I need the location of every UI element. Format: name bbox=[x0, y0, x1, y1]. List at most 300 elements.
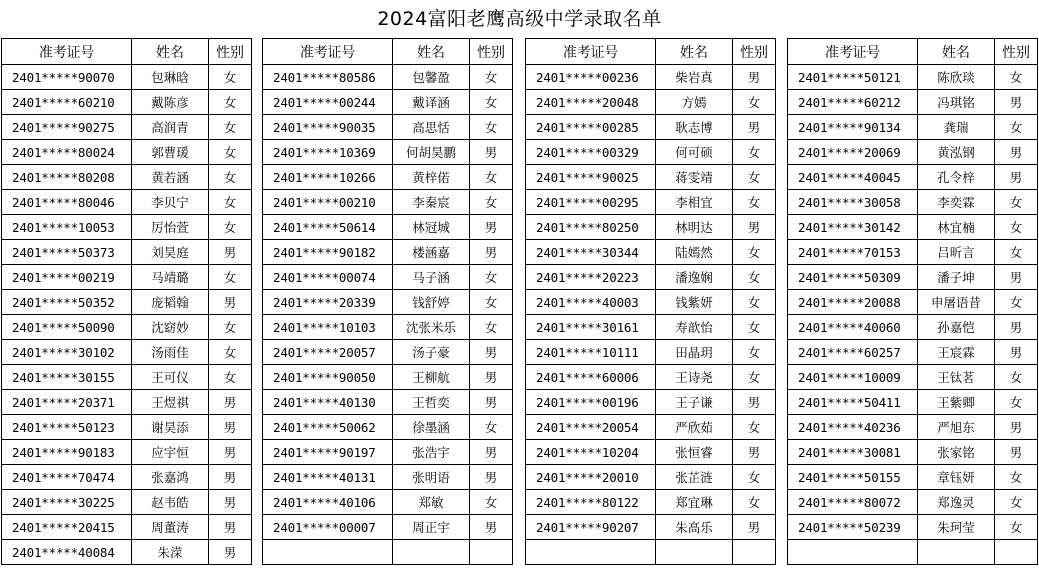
gender-cell: 男 bbox=[209, 390, 252, 415]
exam-id-cell: 2401*****80208 bbox=[2, 165, 132, 190]
gender-cell: 女 bbox=[733, 340, 776, 365]
gender-cell: 女 bbox=[470, 115, 513, 140]
student-name-cell: 郭曹瑗 bbox=[132, 140, 209, 165]
student-name-cell: 何可硕 bbox=[656, 140, 733, 165]
gender-cell: 男 bbox=[209, 415, 252, 440]
table-row bbox=[526, 340, 776, 365]
table-row bbox=[788, 340, 1038, 365]
exam-id-cell: 2401*****80586 bbox=[263, 65, 393, 90]
column-header-gender: 性别 bbox=[995, 39, 1038, 65]
table-row bbox=[526, 440, 776, 465]
student-name-cell: 黄梓偌 bbox=[393, 165, 470, 190]
student-name-cell: 高思恬 bbox=[393, 115, 470, 140]
table-row bbox=[2, 90, 252, 115]
gender-cell: 女 bbox=[995, 240, 1038, 265]
column-header-exam-id: 准考证号 bbox=[263, 39, 393, 65]
student-name-cell: 冯琪铭 bbox=[918, 90, 995, 115]
exam-id-cell: 2401*****30344 bbox=[526, 240, 656, 265]
exam-id-cell: 2401*****40106 bbox=[263, 490, 393, 515]
exam-id-cell: 2401*****90197 bbox=[263, 440, 393, 465]
gender-cell: 男 bbox=[470, 515, 513, 540]
student-name-cell: 林明达 bbox=[656, 215, 733, 240]
student-name-cell: 高润青 bbox=[132, 115, 209, 140]
student-name-cell: 王紫卿 bbox=[918, 390, 995, 415]
gender-cell: 男 bbox=[470, 440, 513, 465]
table-row bbox=[526, 315, 776, 340]
table-row bbox=[788, 465, 1038, 490]
student-name-cell: 何胡昊鹏 bbox=[393, 140, 470, 165]
student-name-cell: 王钛茗 bbox=[918, 365, 995, 390]
table-row bbox=[2, 365, 252, 390]
student-name-cell: 楼涵嘉 bbox=[393, 240, 470, 265]
column-header-gender: 性别 bbox=[733, 39, 776, 65]
gender-cell: 女 bbox=[995, 515, 1038, 540]
student-name-cell: 方嫣 bbox=[656, 90, 733, 115]
exam-id-cell: 2401*****80024 bbox=[2, 140, 132, 165]
exam-id-cell: 2401*****90050 bbox=[263, 365, 393, 390]
table-row bbox=[788, 115, 1038, 140]
table-row bbox=[2, 340, 252, 365]
student-name-cell: 庞韬翰 bbox=[132, 290, 209, 315]
table-row bbox=[2, 140, 252, 165]
table-row bbox=[2, 65, 252, 90]
gender-cell: 女 bbox=[995, 115, 1038, 140]
exam-id-cell: 2401*****70474 bbox=[2, 465, 132, 490]
gender-cell: 男 bbox=[470, 215, 513, 240]
gender-cell: 男 bbox=[209, 240, 252, 265]
table-row bbox=[263, 240, 513, 265]
table-row bbox=[788, 540, 1038, 565]
exam-id-cell: 2401*****90070 bbox=[2, 65, 132, 90]
gender-cell: 女 bbox=[733, 490, 776, 515]
gender-cell: 女 bbox=[995, 490, 1038, 515]
gender-cell: 女 bbox=[209, 365, 252, 390]
gender-cell: 女 bbox=[470, 190, 513, 215]
gender-cell: 女 bbox=[995, 465, 1038, 490]
gender-cell: 女 bbox=[995, 65, 1038, 90]
gender-cell: 男 bbox=[733, 440, 776, 465]
student-name-cell: 申屠语昔 bbox=[918, 290, 995, 315]
student-name-cell bbox=[918, 540, 995, 565]
table-row bbox=[263, 65, 513, 90]
gender-cell: 男 bbox=[995, 265, 1038, 290]
table-row bbox=[2, 440, 252, 465]
student-name-cell: 陆嫣然 bbox=[656, 240, 733, 265]
exam-id-cell: 2401*****40131 bbox=[263, 465, 393, 490]
student-name-cell: 郑宜琳 bbox=[656, 490, 733, 515]
student-name-cell: 吕昕言 bbox=[918, 240, 995, 265]
student-name-cell: 陈欣琰 bbox=[918, 65, 995, 90]
student-name-cell: 张明语 bbox=[393, 465, 470, 490]
student-name-cell: 应宇恒 bbox=[132, 440, 209, 465]
table-row bbox=[526, 390, 776, 415]
column-header-gender: 性别 bbox=[470, 39, 513, 65]
column-header-name: 姓名 bbox=[393, 39, 470, 65]
student-name-cell: 张家铭 bbox=[918, 440, 995, 465]
table-row bbox=[526, 465, 776, 490]
gender-cell: 女 bbox=[995, 390, 1038, 415]
exam-id-cell: 2401*****20054 bbox=[526, 415, 656, 440]
exam-id-cell: 2401*****10103 bbox=[263, 315, 393, 340]
exam-id-cell: 2401*****90035 bbox=[263, 115, 393, 140]
student-name-cell: 周正宇 bbox=[393, 515, 470, 540]
table-row bbox=[788, 165, 1038, 190]
column-header-gender: 性别 bbox=[209, 39, 252, 65]
gender-cell: 男 bbox=[733, 390, 776, 415]
student-name-cell: 钱紫妍 bbox=[656, 290, 733, 315]
student-name-cell: 耿志博 bbox=[656, 115, 733, 140]
gender-cell: 女 bbox=[995, 215, 1038, 240]
exam-id-cell: 2401*****50411 bbox=[788, 390, 918, 415]
gender-cell: 女 bbox=[733, 365, 776, 390]
student-name-cell: 刘昊庭 bbox=[132, 240, 209, 265]
table-row bbox=[788, 290, 1038, 315]
gender-cell: 男 bbox=[995, 140, 1038, 165]
exam-id-cell: 2401*****10009 bbox=[788, 365, 918, 390]
exam-id-cell: 2401*****90182 bbox=[263, 240, 393, 265]
table-row bbox=[526, 365, 776, 390]
exam-id-cell: 2401*****30081 bbox=[788, 440, 918, 465]
column-header-exam-id: 准考证号 bbox=[526, 39, 656, 65]
student-name-cell: 包琳晗 bbox=[132, 65, 209, 90]
exam-id-cell: 2401*****40236 bbox=[788, 415, 918, 440]
gender-cell: 男 bbox=[995, 440, 1038, 465]
gender-cell: 男 bbox=[209, 515, 252, 540]
student-name-cell: 严欣茹 bbox=[656, 415, 733, 440]
gender-cell: 男 bbox=[470, 140, 513, 165]
gender-cell: 男 bbox=[470, 340, 513, 365]
gender-cell: 女 bbox=[470, 415, 513, 440]
student-name-cell: 蒋雯靖 bbox=[656, 165, 733, 190]
gender-cell: 女 bbox=[209, 190, 252, 215]
column-header-name: 姓名 bbox=[918, 39, 995, 65]
exam-id-cell: 2401*****40084 bbox=[2, 540, 132, 565]
student-name-cell: 周董涛 bbox=[132, 515, 209, 540]
table-row bbox=[263, 340, 513, 365]
exam-id-cell: 2401*****00329 bbox=[526, 140, 656, 165]
gender-cell: 男 bbox=[733, 215, 776, 240]
table-header-row bbox=[263, 39, 513, 65]
student-name-cell: 严旭东 bbox=[918, 415, 995, 440]
gender-cell: 女 bbox=[209, 115, 252, 140]
table-row bbox=[2, 515, 252, 540]
exam-id-cell: 2401*****60257 bbox=[788, 340, 918, 365]
table-row bbox=[263, 440, 513, 465]
gender-cell: 女 bbox=[733, 240, 776, 265]
roster-table-1 bbox=[1, 38, 252, 565]
student-name-cell: 钱舒婷 bbox=[393, 290, 470, 315]
exam-id-cell: 2401*****00196 bbox=[526, 390, 656, 415]
gender-cell: 男 bbox=[470, 465, 513, 490]
exam-id-cell: 2401*****10111 bbox=[526, 340, 656, 365]
exam-id-cell: 2401*****90134 bbox=[788, 115, 918, 140]
gender-cell: 女 bbox=[209, 140, 252, 165]
exam-id-cell: 2401*****90183 bbox=[2, 440, 132, 465]
table-row bbox=[788, 440, 1038, 465]
table-row bbox=[526, 65, 776, 90]
table-row bbox=[2, 315, 252, 340]
exam-id-cell: 2401*****00236 bbox=[526, 65, 656, 90]
gender-cell: 女 bbox=[470, 265, 513, 290]
exam-id-cell: 2401*****20048 bbox=[526, 90, 656, 115]
table-row bbox=[788, 415, 1038, 440]
exam-id-cell: 2401*****00210 bbox=[263, 190, 393, 215]
exam-id-cell: 2401*****60212 bbox=[788, 90, 918, 115]
table-row bbox=[788, 215, 1038, 240]
table-row bbox=[526, 490, 776, 515]
exam-id-cell: 2401*****00007 bbox=[263, 515, 393, 540]
table-row bbox=[2, 190, 252, 215]
column-header-exam-id: 准考证号 bbox=[2, 39, 132, 65]
exam-id-cell: 2401*****80046 bbox=[2, 190, 132, 215]
exam-id-cell: 2401*****40045 bbox=[788, 165, 918, 190]
exam-id-cell: 2401*****80250 bbox=[526, 215, 656, 240]
exam-id-cell: 2401*****50239 bbox=[788, 515, 918, 540]
table-row bbox=[263, 390, 513, 415]
student-name-cell: 张芷涟 bbox=[656, 465, 733, 490]
exam-id-cell: 2401*****50309 bbox=[788, 265, 918, 290]
exam-id-cell: 2401*****50090 bbox=[2, 315, 132, 340]
student-name-cell: 李相宜 bbox=[656, 190, 733, 215]
gender-cell: 女 bbox=[733, 415, 776, 440]
student-name-cell: 李贝宁 bbox=[132, 190, 209, 215]
exam-id-cell: 2401*****40130 bbox=[263, 390, 393, 415]
gender-cell: 女 bbox=[209, 265, 252, 290]
student-name-cell: 寿歆怡 bbox=[656, 315, 733, 340]
gender-cell: 男 bbox=[995, 315, 1038, 340]
student-name-cell: 郑敏 bbox=[393, 490, 470, 515]
student-name-cell: 章钰妍 bbox=[918, 465, 995, 490]
table-row bbox=[788, 365, 1038, 390]
exam-id-cell: 2401*****60210 bbox=[2, 90, 132, 115]
table-row bbox=[2, 265, 252, 290]
exam-id-cell: 2401*****20339 bbox=[263, 290, 393, 315]
student-name-cell: 王哲奕 bbox=[393, 390, 470, 415]
gender-cell: 男 bbox=[209, 540, 252, 565]
table-row bbox=[2, 115, 252, 140]
exam-id-cell: 2401*****20088 bbox=[788, 290, 918, 315]
gender-cell: 男 bbox=[209, 465, 252, 490]
gender-cell: 女 bbox=[995, 290, 1038, 315]
student-name-cell: 朱溁 bbox=[132, 540, 209, 565]
table-row bbox=[788, 315, 1038, 340]
column-header-name: 姓名 bbox=[132, 39, 209, 65]
exam-id-cell: 2401*****80072 bbox=[788, 490, 918, 515]
table-row bbox=[2, 540, 252, 565]
exam-id-cell: 2401*****50352 bbox=[2, 290, 132, 315]
gender-cell: 男 bbox=[470, 365, 513, 390]
gender-cell: 女 bbox=[209, 90, 252, 115]
table-row bbox=[526, 90, 776, 115]
table-row bbox=[526, 265, 776, 290]
gender-cell bbox=[470, 540, 513, 565]
student-name-cell: 沈窈妙 bbox=[132, 315, 209, 340]
exam-id-cell: 2401*****40060 bbox=[788, 315, 918, 340]
student-name-cell: 孙嘉恺 bbox=[918, 315, 995, 340]
gender-cell: 女 bbox=[209, 340, 252, 365]
exam-id-cell: 2401*****60006 bbox=[526, 365, 656, 390]
table-row bbox=[2, 465, 252, 490]
gender-cell: 女 bbox=[733, 265, 776, 290]
student-name-cell: 沈张米乐 bbox=[393, 315, 470, 340]
gender-cell: 女 bbox=[470, 90, 513, 115]
student-name-cell: 李秦宸 bbox=[393, 190, 470, 215]
exam-id-cell: 2401*****30155 bbox=[2, 365, 132, 390]
student-name-cell: 徐墨涵 bbox=[393, 415, 470, 440]
gender-cell: 女 bbox=[209, 165, 252, 190]
table-row bbox=[2, 240, 252, 265]
table-row bbox=[788, 515, 1038, 540]
student-name-cell: 王煜祺 bbox=[132, 390, 209, 415]
gender-cell: 女 bbox=[470, 490, 513, 515]
student-name-cell: 王可仪 bbox=[132, 365, 209, 390]
exam-id-cell: 2401*****70153 bbox=[788, 240, 918, 265]
student-name-cell: 王诗尧 bbox=[656, 365, 733, 390]
table-row bbox=[526, 115, 776, 140]
exam-id-cell: 2401*****50121 bbox=[788, 65, 918, 90]
student-name-cell: 王子谦 bbox=[656, 390, 733, 415]
student-name-cell: 厉怡萱 bbox=[132, 215, 209, 240]
gender-cell: 女 bbox=[470, 315, 513, 340]
gender-cell: 女 bbox=[733, 190, 776, 215]
gender-cell: 女 bbox=[733, 315, 776, 340]
exam-id-cell: 2401*****20223 bbox=[526, 265, 656, 290]
table-row bbox=[263, 290, 513, 315]
exam-id-cell: 2401*****20010 bbox=[526, 465, 656, 490]
table-row bbox=[526, 240, 776, 265]
student-name-cell: 龚瑞 bbox=[918, 115, 995, 140]
student-name-cell: 朱高乐 bbox=[656, 515, 733, 540]
table-row bbox=[788, 90, 1038, 115]
table-row bbox=[526, 215, 776, 240]
student-name-cell: 潘逸娴 bbox=[656, 265, 733, 290]
gender-cell: 女 bbox=[733, 165, 776, 190]
exam-id-cell: 2401*****20057 bbox=[263, 340, 393, 365]
gender-cell: 男 bbox=[470, 240, 513, 265]
gender-cell: 男 bbox=[209, 290, 252, 315]
exam-id-cell: 2401*****30058 bbox=[788, 190, 918, 215]
table-row bbox=[2, 215, 252, 240]
gender-cell: 女 bbox=[470, 165, 513, 190]
gender-cell: 女 bbox=[209, 215, 252, 240]
exam-id-cell: 2401*****00244 bbox=[263, 90, 393, 115]
gender-cell: 男 bbox=[995, 415, 1038, 440]
gender-cell: 男 bbox=[995, 90, 1038, 115]
table-row bbox=[2, 165, 252, 190]
student-name-cell: 戴译涵 bbox=[393, 90, 470, 115]
student-name-cell: 林冠城 bbox=[393, 215, 470, 240]
table-row bbox=[263, 365, 513, 390]
exam-id-cell: 2401*****20371 bbox=[2, 390, 132, 415]
gender-cell: 女 bbox=[470, 65, 513, 90]
table-row bbox=[526, 540, 776, 565]
student-name-cell: 郑逸灵 bbox=[918, 490, 995, 515]
exam-id-cell: 2401*****30102 bbox=[2, 340, 132, 365]
student-name-cell: 黄若涵 bbox=[132, 165, 209, 190]
exam-id-cell: 2401*****10053 bbox=[2, 215, 132, 240]
exam-id-cell bbox=[788, 540, 918, 565]
exam-id-cell: 2401*****10266 bbox=[263, 165, 393, 190]
table-row bbox=[788, 390, 1038, 415]
exam-id-cell: 2401*****50123 bbox=[2, 415, 132, 440]
student-name-cell: 谢昊添 bbox=[132, 415, 209, 440]
exam-id-cell: 2401*****20415 bbox=[2, 515, 132, 540]
gender-cell: 男 bbox=[470, 390, 513, 415]
student-name-cell: 赵韦皓 bbox=[132, 490, 209, 515]
page-title: 2024富阳老鹰高级中学录取名单 bbox=[377, 8, 662, 30]
gender-cell: 女 bbox=[733, 140, 776, 165]
gender-cell: 女 bbox=[733, 90, 776, 115]
table-row bbox=[788, 65, 1038, 90]
table-row bbox=[788, 490, 1038, 515]
exam-id-cell: 2401*****80122 bbox=[526, 490, 656, 515]
gender-cell: 女 bbox=[209, 315, 252, 340]
student-name-cell: 孔令梓 bbox=[918, 165, 995, 190]
table-row bbox=[263, 540, 513, 565]
table-row bbox=[263, 90, 513, 115]
table-row bbox=[788, 240, 1038, 265]
table-header-row bbox=[788, 39, 1038, 65]
table-row bbox=[263, 315, 513, 340]
exam-id-cell: 2401*****20069 bbox=[788, 140, 918, 165]
table-row bbox=[2, 415, 252, 440]
exam-id-cell: 2401*****50373 bbox=[2, 240, 132, 265]
table-row bbox=[2, 290, 252, 315]
student-name-cell: 朱珂莹 bbox=[918, 515, 995, 540]
student-name-cell bbox=[656, 540, 733, 565]
exam-id-cell: 2401*****00295 bbox=[526, 190, 656, 215]
table-row bbox=[263, 140, 513, 165]
student-name-cell: 汤子豪 bbox=[393, 340, 470, 365]
table-header-row bbox=[2, 39, 252, 65]
table-row bbox=[263, 265, 513, 290]
exam-id-cell: 2401*****50614 bbox=[263, 215, 393, 240]
gender-cell bbox=[733, 540, 776, 565]
column-header-name: 姓名 bbox=[656, 39, 733, 65]
table-row bbox=[526, 140, 776, 165]
student-name-cell: 黄泓钢 bbox=[918, 140, 995, 165]
gender-cell: 男 bbox=[209, 440, 252, 465]
student-name-cell: 包馨盈 bbox=[393, 65, 470, 90]
table-row bbox=[526, 165, 776, 190]
gender-cell bbox=[995, 540, 1038, 565]
table-row bbox=[2, 490, 252, 515]
exam-id-cell: 2401*****10204 bbox=[526, 440, 656, 465]
student-name-cell: 柴岩真 bbox=[656, 65, 733, 90]
exam-id-cell: 2401*****00074 bbox=[263, 265, 393, 290]
table-row bbox=[788, 265, 1038, 290]
exam-id-cell: 2401*****90207 bbox=[526, 515, 656, 540]
gender-cell: 男 bbox=[995, 340, 1038, 365]
table-header-row bbox=[526, 39, 776, 65]
roster-table-3 bbox=[525, 38, 776, 565]
table-row bbox=[788, 190, 1038, 215]
student-name-cell: 张嘉鸿 bbox=[132, 465, 209, 490]
gender-cell: 女 bbox=[209, 65, 252, 90]
student-name-cell: 王宸霖 bbox=[918, 340, 995, 365]
gender-cell: 女 bbox=[733, 465, 776, 490]
student-name-cell: 张浩宇 bbox=[393, 440, 470, 465]
table-row bbox=[263, 190, 513, 215]
table-row bbox=[263, 415, 513, 440]
student-name-cell: 汤雨佳 bbox=[132, 340, 209, 365]
student-name-cell: 戴陈彦 bbox=[132, 90, 209, 115]
table-row bbox=[526, 290, 776, 315]
table-row bbox=[263, 115, 513, 140]
roster-table-4 bbox=[787, 38, 1038, 565]
roster-table-2 bbox=[262, 38, 513, 565]
student-name-cell: 马子涵 bbox=[393, 265, 470, 290]
